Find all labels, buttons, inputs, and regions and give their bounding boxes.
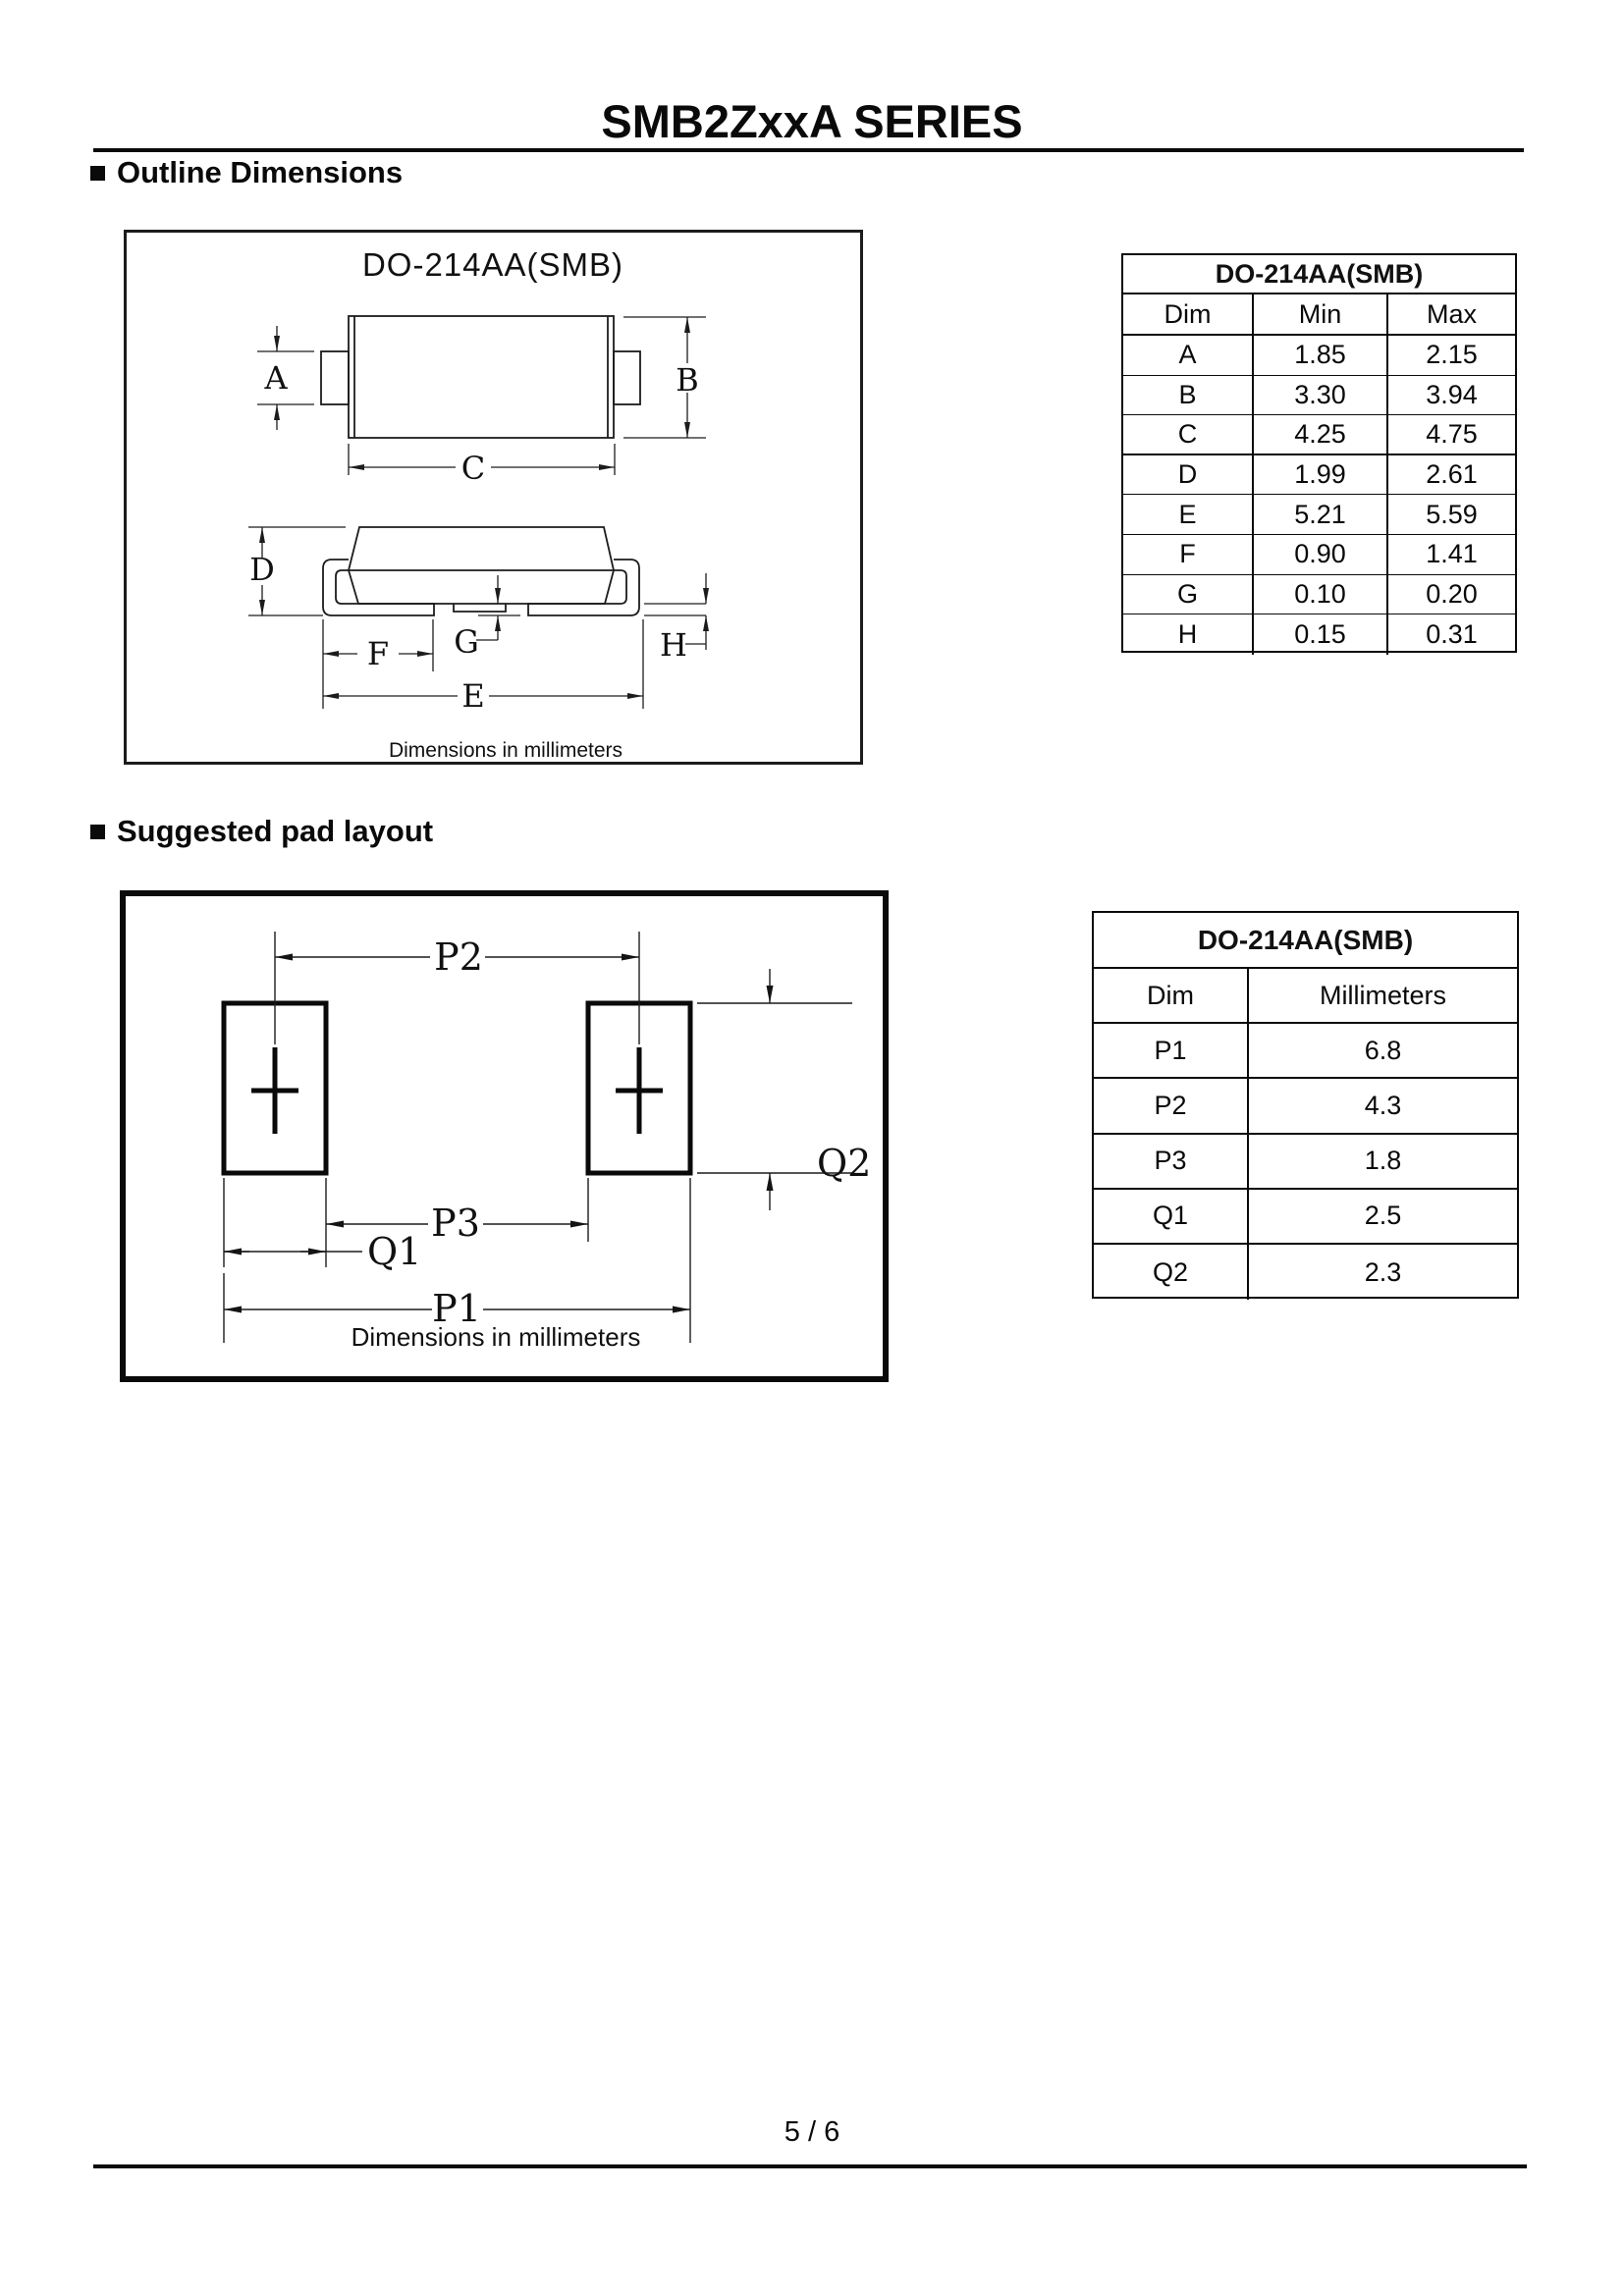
- cell-min: 0.90: [1252, 535, 1386, 574]
- bullet-square-icon: [90, 166, 105, 181]
- cell-min: 0.15: [1252, 614, 1386, 655]
- cell-max: 5.59: [1386, 495, 1515, 534]
- section-heading-pad-label: Suggested pad layout: [117, 814, 434, 848]
- cell-dim: D: [1177, 459, 1198, 490]
- cell-max: 1.41: [1386, 535, 1515, 574]
- outline-diagram-title: DO-214AA(SMB): [361, 246, 624, 283]
- section-heading-outline: [90, 155, 403, 190]
- cell-max: 0.20: [1386, 575, 1515, 614]
- dim-label-c: C: [460, 450, 486, 487]
- dim-label-e: E: [461, 677, 485, 715]
- table-row-g: [1123, 575, 1515, 615]
- cell-dim: P3: [1154, 1146, 1187, 1176]
- cell-max: 2.15: [1386, 336, 1515, 375]
- cell-max: 4.75: [1386, 415, 1515, 454]
- column-header-min: Min: [1252, 294, 1386, 334]
- cell-dim: A: [1178, 340, 1197, 370]
- pad-layout-diagram: [120, 890, 889, 1382]
- table-row-q1: [1094, 1190, 1517, 1245]
- column-header-millimeters: Millimeters: [1247, 969, 1517, 1022]
- pad-table-header-row: [1094, 969, 1517, 1024]
- pad-layout-table: [1092, 911, 1519, 1299]
- pad-diagram-note: Dimensions in millimeters: [351, 1322, 641, 1352]
- cell-max: 0.31: [1386, 614, 1515, 655]
- cell-dim: P2: [1154, 1090, 1187, 1120]
- cell-dim: P1: [1154, 1035, 1187, 1065]
- outline-table-title: DO-214AA(SMB): [1123, 255, 1515, 294]
- dim-label-g: G: [454, 623, 479, 661]
- section-heading-outline-label: Outline Dimensions: [117, 155, 404, 189]
- cell-dim: F: [1179, 539, 1196, 569]
- package-top-view: [321, 316, 640, 438]
- cell-dim: H: [1177, 618, 1198, 649]
- cell-mm: 4.3: [1247, 1079, 1517, 1132]
- cell-dim: G: [1176, 578, 1198, 609]
- cell-max: 2.61: [1386, 455, 1515, 495]
- cell-dim: C: [1177, 418, 1198, 449]
- cell-min: 0.10: [1252, 575, 1386, 614]
- cell-dim: E: [1178, 499, 1197, 529]
- footer-rule: [93, 2164, 1527, 2168]
- section-heading-pad-layout: [90, 814, 433, 849]
- dim-label-p3: P3: [431, 1201, 480, 1245]
- cell-dim: Q1: [1152, 1201, 1189, 1231]
- cell-dim: Q2: [1152, 1256, 1189, 1287]
- pad-table-title: DO-214AA(SMB): [1094, 913, 1517, 969]
- outline-dimensions-table: [1121, 253, 1517, 653]
- dim-label-d: D: [249, 551, 275, 588]
- page-title: SMB2ZxxA SERIES: [601, 95, 1023, 147]
- dim-label-p1: P1: [432, 1287, 481, 1330]
- table-row-d: [1123, 455, 1515, 496]
- bullet-square-icon: [90, 825, 105, 839]
- table-row-b: [1123, 376, 1515, 416]
- dim-label-h: H: [660, 626, 687, 664]
- cell-mm: 2.5: [1247, 1190, 1517, 1243]
- pad-dimension-lines: [224, 932, 852, 1343]
- dim-label-f: F: [366, 635, 390, 672]
- table-row-q2: [1094, 1245, 1517, 1300]
- package-side-view: [323, 527, 639, 615]
- outline-diagram-note: Dimensions in millimeters: [388, 739, 623, 762]
- outline-dimensions-diagram: [124, 230, 863, 765]
- column-header-dim: Dim: [1164, 298, 1212, 329]
- outline-diagram-border: [126, 232, 862, 764]
- dim-label-b: B: [676, 361, 699, 399]
- table-row-c: [1123, 415, 1515, 455]
- cell-max: 3.94: [1386, 376, 1515, 415]
- dim-label-q2: Q2: [817, 1142, 872, 1185]
- cell-min: 1.85: [1252, 336, 1386, 375]
- dim-label-a: A: [264, 359, 288, 397]
- outline-table-header-row: [1123, 294, 1515, 336]
- table-row-p1: [1094, 1024, 1517, 1079]
- dim-label-p2: P2: [434, 935, 483, 979]
- table-row-e: [1123, 495, 1515, 535]
- cell-dim: B: [1178, 379, 1197, 409]
- dim-label-q1: Q1: [367, 1230, 422, 1273]
- table-row-a: [1123, 336, 1515, 376]
- table-row-p2: [1094, 1079, 1517, 1134]
- table-row-h: [1123, 614, 1515, 655]
- cell-min: 5.21: [1252, 495, 1386, 534]
- cell-mm: 1.8: [1247, 1135, 1517, 1188]
- pad-diagram-border: [123, 893, 886, 1379]
- column-header-dim: Dim: [1147, 980, 1194, 1010]
- cell-mm: 2.3: [1247, 1245, 1517, 1300]
- solder-pads: [224, 1003, 690, 1173]
- column-header-max: Max: [1386, 294, 1515, 334]
- table-row-p3: [1094, 1135, 1517, 1190]
- page-number: 5 / 6: [784, 2116, 840, 2148]
- cell-min: 3.30: [1252, 376, 1386, 415]
- table-row-f: [1123, 535, 1515, 575]
- header-rule: [93, 148, 1524, 152]
- cell-min: 1.99: [1252, 455, 1386, 495]
- cell-mm: 6.8: [1247, 1024, 1517, 1077]
- cell-min: 4.25: [1252, 415, 1386, 454]
